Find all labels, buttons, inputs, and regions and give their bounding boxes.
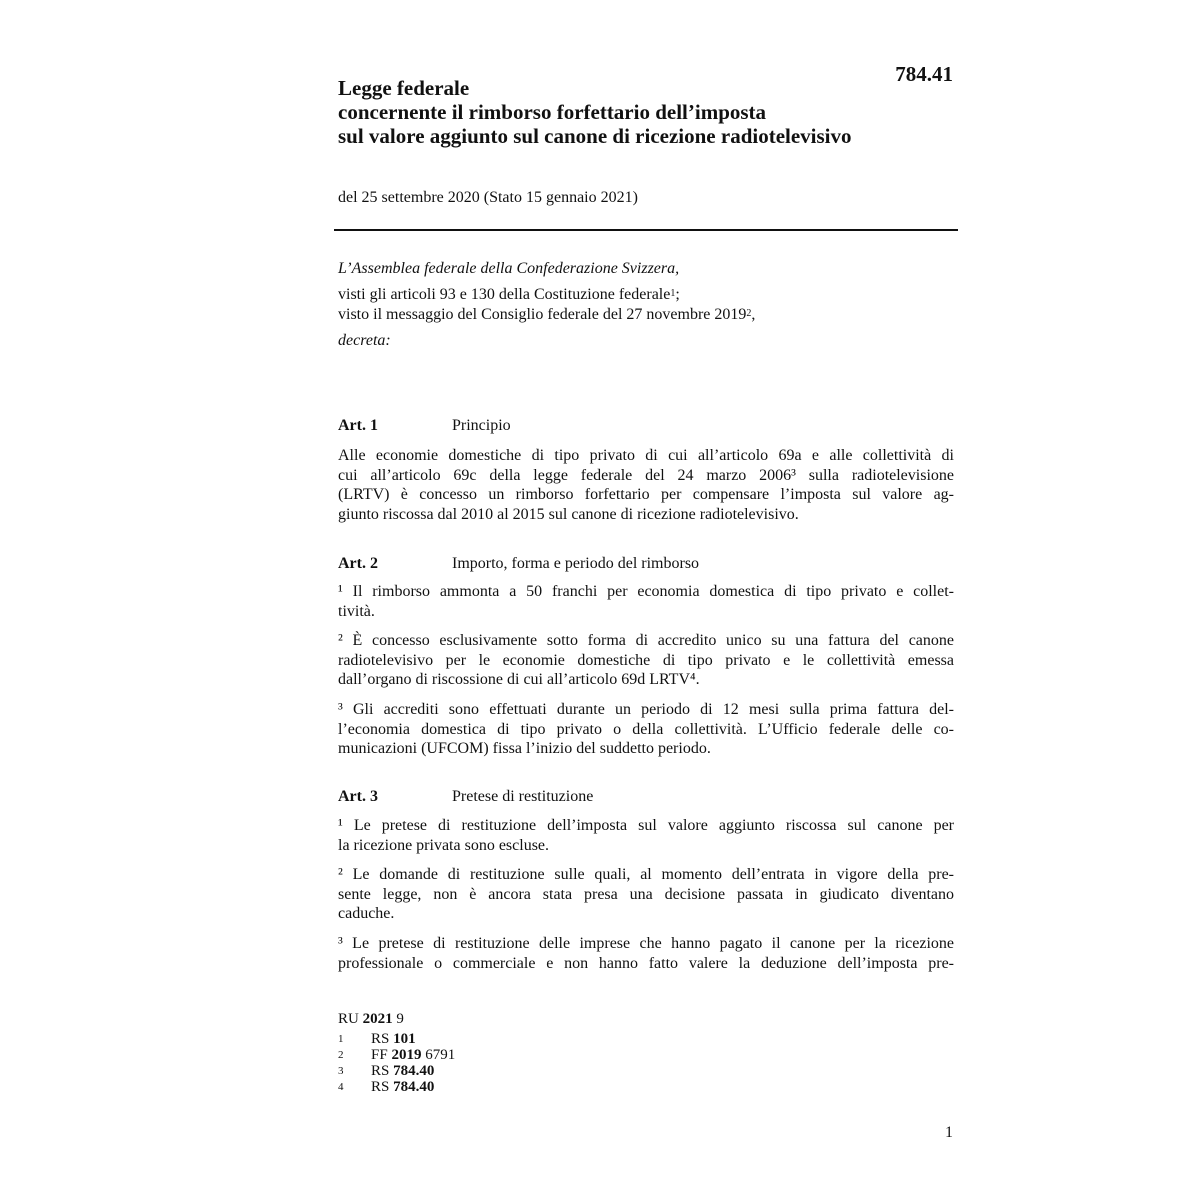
paragraph-line: sente legge, non è ancora stata presa una decisione passata in giudicato diventano [338,885,954,903]
paragraph-line: Alle economie domestiche di tipo privato di cui all’articolo 69a e alle collettività di [338,447,954,464]
paragraph-line: ¹ Il rimborso ammonta a 50 franchi per economia domestica di tipo privato e collet- [338,583,954,600]
paragraph-line: ³ Gli accrediti sono effettuati durante un periodo di 12 mesi sulla prima fattura del- [338,701,954,718]
preamble-visto [338,305,958,325]
law-title [338,76,978,148]
article-1-heading [338,417,511,435]
paragraph-line: (LRTV) è concesso un rimborso forfettario per compensare l’imposta sul valore ag- [338,486,954,503]
footnote-3 [338,1063,455,1079]
footnote-4 [338,1079,455,1095]
article-2-paragraph-1 [338,582,954,621]
article-title: Importo, forma e periodo del rimborso [452,555,700,572]
article-title: Principio [452,417,511,434]
article-3-paragraph-2 [338,865,954,924]
footnote-suffix: 6791 [425,1047,456,1063]
article-3-paragraph-3 [338,934,954,973]
footnote-prefix: RS [371,1079,390,1095]
ru-prefix: RU [338,1011,359,1027]
paragraph-line: municazioni (UFCOM) fissa l’inizio del suddetto periodo. [338,740,711,757]
paragraph-line: giunto riscossa dal 2010 al 2015 sul canone di ricezione radiotelevisivo. [338,505,799,523]
title-line: Legge federale [338,76,470,100]
title-line: concernente il rimborso forfettario dell’imposta [338,100,767,124]
article-3-heading [338,788,593,806]
footnote-ref: 1 [670,288,676,299]
preamble-visto-punct: , [751,306,756,323]
footnote-ref-bold: 784.40 [393,1079,435,1095]
page-number: 1 [945,1124,953,1141]
footnote-prefix: FF [371,1047,388,1063]
footnote-2 [338,1047,455,1063]
footnote-prefix: RS [371,1031,390,1047]
sr-number: 784.41 [895,62,953,86]
article-2-heading [338,555,699,573]
footnote-mark: 1 [338,1033,344,1045]
ru-page: 9 [396,1011,404,1027]
article-2-paragraph-3 [338,700,954,759]
law-date: del 25 settembre 2020 (Stato 15 gennaio 2021) [338,189,638,206]
article-number: Art. 2 [338,555,378,572]
ru-reference [338,1011,455,1027]
paragraph-line: radiotelevisivo per le economie domestiche di tipo privato e le collettività emessa [338,651,954,669]
preamble-decreta: decreta: [338,332,391,349]
footnote-mark: 4 [338,1081,344,1093]
article-3-paragraph-1 [338,816,954,855]
ru-year: 2021 [362,1011,393,1027]
footnote-ref: 2 [746,308,752,319]
paragraph-line: ² Le domande di restituzione sulle quali, al momento dell’entrata in vigore della pre- [338,866,954,883]
preamble-assembly: L’Assemblea federale della Confederazione Svizzera, [338,260,680,277]
paragraph-line: tività. [338,602,375,620]
footnotes [338,1011,455,1095]
paragraph-line: caduche. [338,905,395,922]
header-divider [334,229,958,231]
paragraph-line: dall’organo di riscossione di cui all’articolo 69d LRTV⁴. [338,671,700,688]
paragraph-line: ² È concesso esclusivamente sotto forma di accredito unico su una fattura del canone [338,632,954,649]
preamble-visti-text: visti gli articoli 93 e 130 della Costituzione federale [338,286,671,303]
footnote-ref-bold: 2019 [391,1047,422,1063]
paragraph-line: cui all’articolo 69c della legge federale del 24 marzo 2006³ sulla radiotelevisione [338,466,954,484]
article-title: Pretese di restituzione [452,788,594,805]
preamble [338,259,958,351]
article-number: Art. 1 [338,417,378,434]
paragraph-line: ³ Le pretese di restituzione delle imprese che hanno pagato il canone per la ricezione [338,935,954,952]
paragraph-line: professionale o commerciale e non hanno fatto valere la deduzione dell’imposta pre- [338,954,954,972]
paragraph-line: la ricezione privata sono escluse. [338,836,550,854]
footnote-mark: 2 [338,1049,344,1061]
preamble-visti [338,285,958,305]
article-2-paragraph-2 [338,631,954,690]
footnote-ref-bold: 784.40 [393,1063,435,1079]
article-number: Art. 3 [338,788,378,805]
title-line: sul valore aggiunto sul canone di ricezione radiotelevisivo [338,124,852,148]
footnote-prefix: RS [371,1063,390,1079]
footnote-1 [338,1031,455,1047]
paragraph-line: l’economia domestica di tipo privato o della collettività. L’Ufficio federale delle co- [338,720,954,738]
footnote-ref-bold: 101 [393,1031,416,1047]
preamble-visto-text: visto il messaggio del Consiglio federale del 27 novembre 2019 [338,306,747,323]
footnote-mark: 3 [338,1065,344,1077]
article-1-paragraph [338,446,954,524]
preamble-visti-punct: ; [675,286,680,303]
paragraph-line: ¹ Le pretese di restituzione dell’imposta sul valore aggiunto riscossa sul canone per [338,817,954,834]
